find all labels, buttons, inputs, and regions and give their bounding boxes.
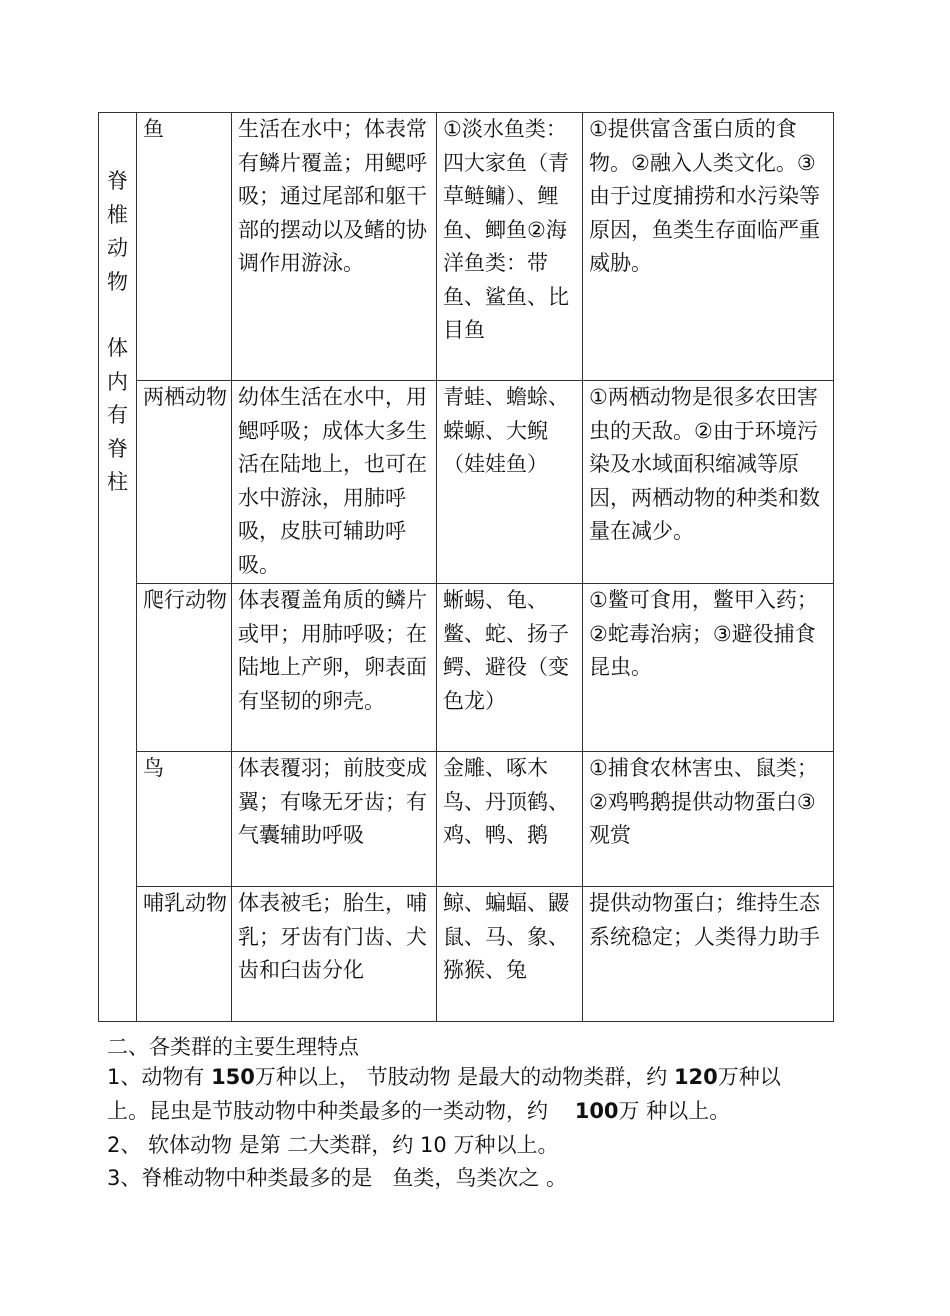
group-label-char: 脊 — [107, 436, 128, 461]
features-cell: 体表覆盖角质的鳞片或甲；用肺呼吸；在陆地上产卵，卵表面有坚韧的卵壳。 — [232, 584, 437, 752]
features-cell: 体表覆羽；前肢变成翼；有喙无牙齿；有气囊辅助呼吸 — [232, 752, 437, 887]
animal-name-cell: 鸟 — [137, 752, 232, 887]
examples-cell: 青蛙、蟾蜍、蝾螈、大鲵（娃娃鱼） — [437, 381, 583, 584]
examples-cell: 蜥蜴、龟、鳖、蛇、扬子鳄、避役（变色龙） — [437, 584, 583, 752]
features-cell: 体表被毛；胎生，哺乳；牙齿有门齿、犬齿和臼齿分化 — [232, 887, 437, 1022]
relation-cell: 提供动物蛋白；维持生态系统稳定；人类得力助手 — [583, 887, 834, 1022]
p1-prefix: 1、动物有 — [107, 1065, 205, 1089]
animal-name-cell: 爬行动物 — [137, 584, 232, 752]
group-label-char: 脊 — [107, 169, 128, 193]
p1-mid-1: 万种以上， 节肢动物 是最大的动物类群，约 — [254, 1065, 674, 1089]
p1-number-150: 150 — [211, 1065, 255, 1089]
paragraph-3: 3、脊椎动物中种类最多的是 鱼类，鸟类次之 。 — [107, 1166, 568, 1190]
paragraph-2: 2、 软体动物 是第 二大类群，约 10 万种以上。 — [107, 1133, 559, 1157]
animal-group-table — [98, 112, 834, 1022]
p1-number-100: 100 — [574, 1099, 619, 1123]
group-label-char: 内 — [107, 369, 128, 394]
p1-line2-prefix: 上。昆虫是节肢动物中种类最多的一类动物，约 — [107, 1099, 575, 1123]
table-row — [99, 113, 834, 381]
paragraph-1-line-1 — [107, 1062, 781, 1092]
group-label-char: 动 — [107, 236, 128, 260]
relation-cell: ①鳖可食用，鳖甲入药；②蛇毒治病；③避役捕食昆虫。 — [583, 584, 834, 752]
examples-cell: 鲸、蝙蝠、鼹鼠、马、象、猕猴、兔 — [437, 887, 583, 1022]
group-label-char: 柱 — [107, 470, 128, 494]
paragraph-1-line-2 — [107, 1096, 730, 1126]
animal-name-cell: 哺乳动物 — [137, 887, 232, 1022]
table-row — [99, 752, 834, 887]
group-label-char: 有 — [107, 403, 128, 427]
table-row — [99, 381, 834, 584]
group-label-char: 椎 — [107, 202, 128, 227]
p1-mid-2: 万种以 — [717, 1065, 781, 1089]
table-row — [99, 887, 834, 1022]
table-row — [99, 584, 834, 752]
relation-cell: ①提供富含蛋白质的食物。②融入人类文化。③由于过度捕捞和水污染等原因，鱼类生存面临严重威胁。 — [583, 113, 834, 381]
features-cell: 生活在水中；体表常有鳞片覆盖；用鳃呼吸；通过尾部和躯干部的摆动以及鳍的协调作用游泳。 — [232, 113, 437, 381]
group-label-char: 物 — [107, 269, 128, 294]
group-label-cell — [99, 113, 137, 1022]
relation-cell: ①捕食农林害虫、鼠类；②鸡鸭鹅提供动物蛋白③观赏 — [583, 752, 834, 887]
section-heading: 二、各类群的主要生理特点 — [107, 1035, 359, 1059]
p1-number-120: 120 — [673, 1065, 718, 1089]
group-label-char: 体 — [107, 336, 128, 360]
examples-cell: ①淡水鱼类：四大家鱼（青草鲢鳙）、鲤鱼、鲫鱼②海洋鱼类：带鱼、鲨鱼、比目鱼 — [437, 113, 583, 381]
animal-name-cell: 鱼 — [137, 113, 232, 381]
animal-name-cell: 两栖动物 — [137, 381, 232, 584]
examples-cell: 金雕、啄木鸟、丹顶鹤、鸡、鸭、鹅 — [437, 752, 583, 887]
relation-cell: ①两栖动物是很多农田害虫的天敌。②由于环境污染及水域面积缩减等原因，两栖动物的种类和数量在减少。 — [583, 381, 834, 584]
features-cell: 幼体生活在水中，用鳃呼吸；成体大多生活在陆地上，也可在水中游泳，用肺呼吸，皮肤可辅助呼吸。 — [232, 381, 437, 584]
p1-line2-suffix: 万 种以上。 — [618, 1099, 731, 1123]
